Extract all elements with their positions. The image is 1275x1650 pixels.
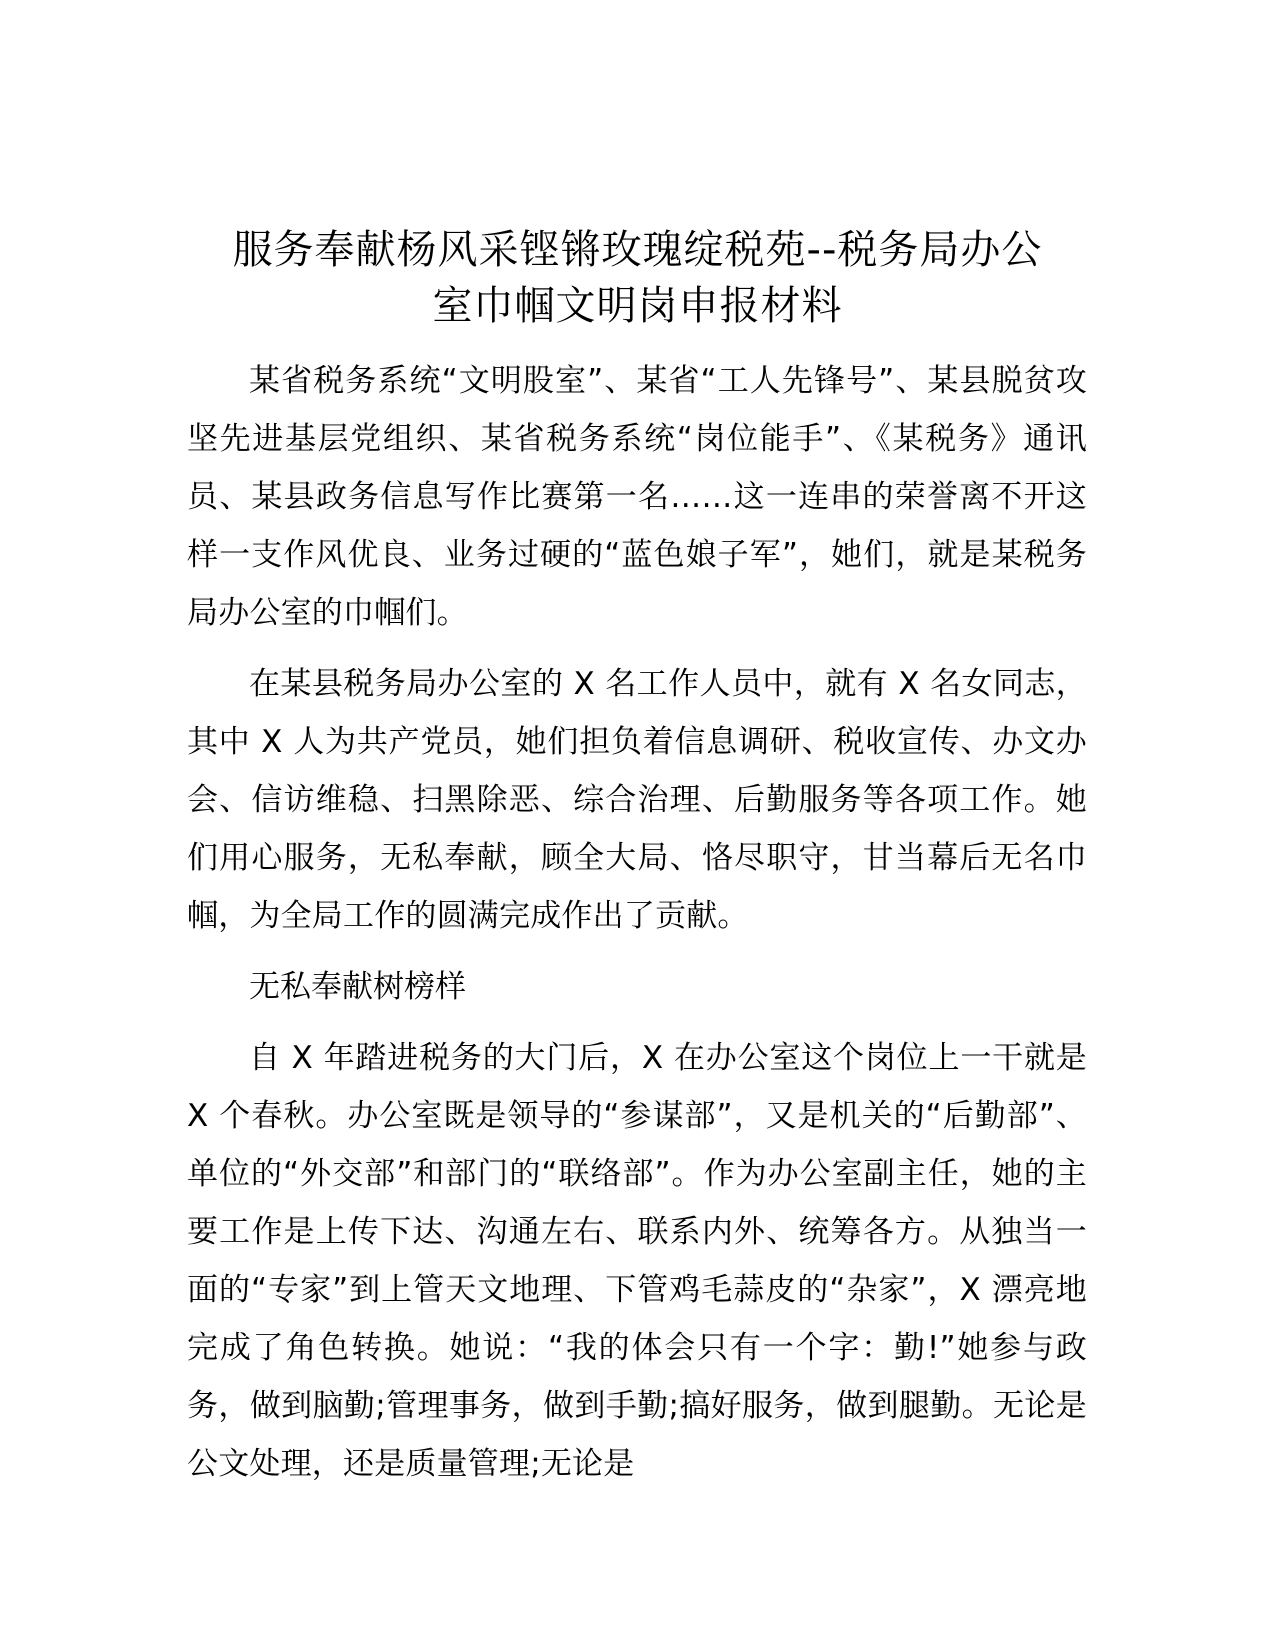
section-heading: 无私奉献树榜样 bbox=[249, 969, 466, 1005]
paragraph-honors: 某省税务系统“文明股室”、某省“工人先锋号”、某县脱贫攻坚先进基层党组织、某省税务系统“岗位能手”、《某税务》通讯员、某县政务信息写作比赛第一名……这一连串的荣誉离不开这样一支作风优良、业务过硬的“蓝色娘子军”，她们，就是某税务局办公室的巾帼们。 bbox=[187, 363, 1087, 631]
document-body bbox=[187, 352, 1087, 1506]
document-title bbox=[180, 222, 1095, 334]
title-line-2: 室巾帼文明岗申报材料 bbox=[432, 283, 843, 329]
paragraph-section: 自 X 年踏进税务的大门后，X 在办公室这个岗位上一干就是 X 个春秋。办公室既是领导的“参谋部”，又是机关的“后勤部”、单位的“外交部”和部门的“联络部”。作为办公室副主任，她的主要工作是上传下达、沟通左右、联系内外、统筹各方。从独当一面的“专家”到上管天文地理、下管鸡毛蒜皮的“杂家”，X 漂亮地完成了角色转换。她说：“我的体会只有一个字：勤!”她参与政务，做到脑勤;管理事务，做到手勤;搞好服务，做到腿勤。无论是公文处理，还是质量管理;无论是 bbox=[187, 1040, 1087, 1482]
paragraph-staff: 在某县税务局办公室的 X 名工作人员中，就有 X 名女同志，其中 X 人为共产党员，她们担负着信息调研、税收宣传、办文办会、信访维稳、扫黑除恶、综合治理、后勤服务等各项工作。她们用心服务，无私奉献，顾全大局、恪尽职守，甘当幕后无名巾帼，为全局工作的圆满完成作出了贡献。 bbox=[187, 666, 1087, 934]
title-line-1: 服务奉献杨风采铿锵玫瑰绽税苑--税务局办公 bbox=[232, 227, 1043, 273]
